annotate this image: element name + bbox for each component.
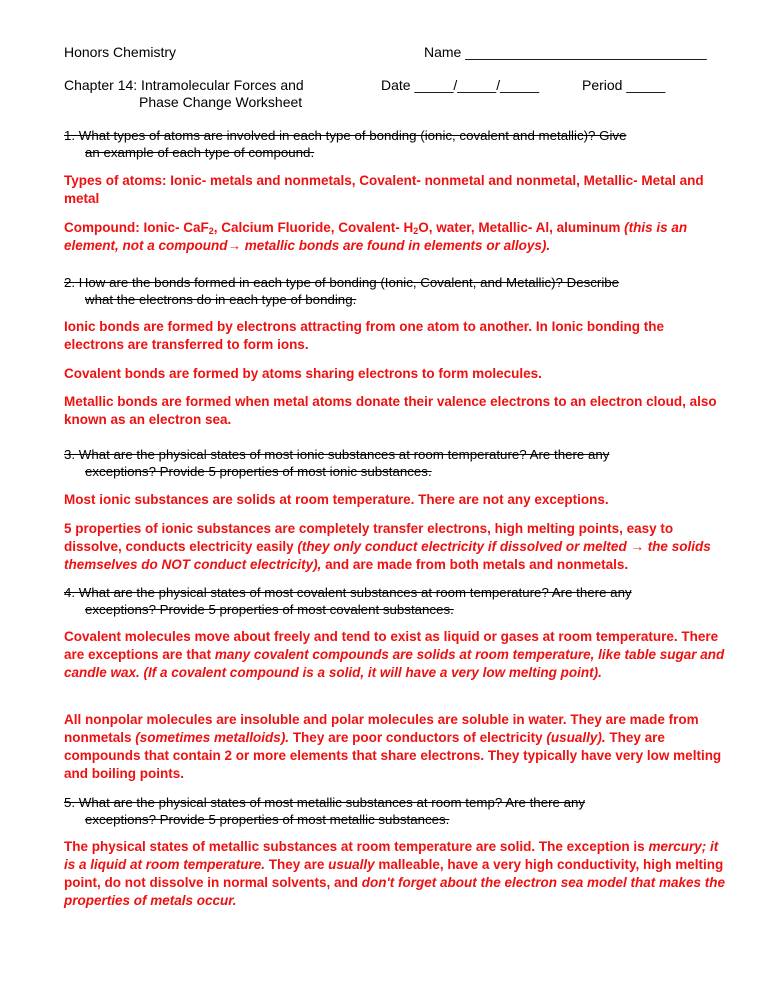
- question-4: [64, 584, 724, 618]
- answer-2-metallic: Metallic bonds are formed when metal atoms donate their valence electrons to an electron cloud, also known as an electron sea.: [64, 394, 717, 427]
- answer-3-states: Most ionic substances are solids at room temperature. There are not any exceptions.: [64, 492, 609, 507]
- question-5: [64, 794, 724, 828]
- answer-3-properties: 5 properties of ionic substances are completely transfer electrons, high melting points, easy to dissolve, conducts electricity easily (they only conduct electricity if dissolved or melted → the solids themselves do NOT conduct electricity), and are made from both metals and nonmetals.: [64, 521, 711, 572]
- question-5-line1: 5. What are the physical states of most metallic substances at room temp? Are there any: [64, 795, 586, 810]
- chapter-title-line2: Phase Change Worksheet: [139, 94, 303, 110]
- answer-5: The physical states of metallic substances at room temperature are solid. The exception is mercury; it is a liquid at room temperature. They are usually malleable, have a very high conductivity, high melting point, do not dissolve in normal solvents, and don't forget about the electron sea model that makes the properties of metals occur.: [64, 839, 726, 908]
- question-2-line1: 2. How are the bonds formed in each type of bonding (Ionic, Covalent, and Metallic)? Describe: [64, 275, 620, 290]
- question-5-line2: exceptions? Provide 5 properties of most metallic substances.: [85, 812, 450, 827]
- name-field: Name _______________________________: [424, 44, 707, 60]
- answer-2-covalent: Covalent bonds are formed by atoms sharing electrons to form molecules.: [64, 366, 542, 381]
- answer-1-compound: Compound: Ionic- CaF$_2$, Calcium Fluoride, Covalent- $H_2O$, water, Metallic- Al, aluminum (this is an element, not a compound→ metallic bonds are found in elements or alloys).: [64, 220, 688, 253]
- question-1: [64, 127, 724, 161]
- question-1-line1: 1. What types of atoms are involved in each type of bonding (ionic, covalent and metallic)? Give: [64, 128, 627, 143]
- question-3-line1: 3. What are the physical states of most ionic substances at room temperature? Are there any: [64, 447, 610, 462]
- period-field: Period _____: [582, 77, 666, 93]
- question-4-line2: exceptions? Provide 5 properties of most covalent substances.: [85, 602, 454, 617]
- chapter-title-line1: Chapter 14: Intramolecular Forces and: [64, 77, 304, 93]
- question-4-line1: 4. What are the physical states of most covalent substances at room temperature? Are there any: [64, 585, 632, 600]
- answer-4-states: Covalent molecules move about freely and tend to exist as liquid or gases at room temperature. There are exceptions are that many covalent compounds are solids at room temperature, like table sugar and candle wax. (If a covalent compound is a solid, it will have a very low melting point).: [64, 629, 725, 680]
- course-title: Honors Chemistry: [64, 44, 177, 60]
- question-2-line2: what the electrons do in each type of bonding.: [85, 292, 357, 307]
- answer-2-ionic: Ionic bonds are formed by electrons attracting from one atom to another. In Ionic bonding the electrons are transferred to form ions.: [64, 319, 665, 352]
- question-3: [64, 446, 724, 480]
- question-2: [64, 274, 724, 308]
- answer-4-properties: All nonpolar molecules are insoluble and polar molecules are soluble in water. They are made from nonmetals (sometimes metalloids). They are poor conductors of electricity (usually). They are compounds that contain 2 or more elements that share electrons. They typically have very low melting and boiling points.: [64, 712, 722, 781]
- arrow-icon: →: [630, 539, 644, 554]
- arrow-icon: →: [227, 238, 242, 253]
- question-1-line2: an example of each type of compound.: [85, 145, 315, 160]
- answer-1-types: Types of atoms: Ionic- metals and nonmetals, Covalent- nonmetal and nonmetal, Metallic- Metal and metal: [64, 173, 704, 206]
- date-field: Date _____/_____/_____: [381, 77, 540, 93]
- question-3-line2: exceptions? Provide 5 properties of most ionic substances.: [85, 464, 432, 479]
